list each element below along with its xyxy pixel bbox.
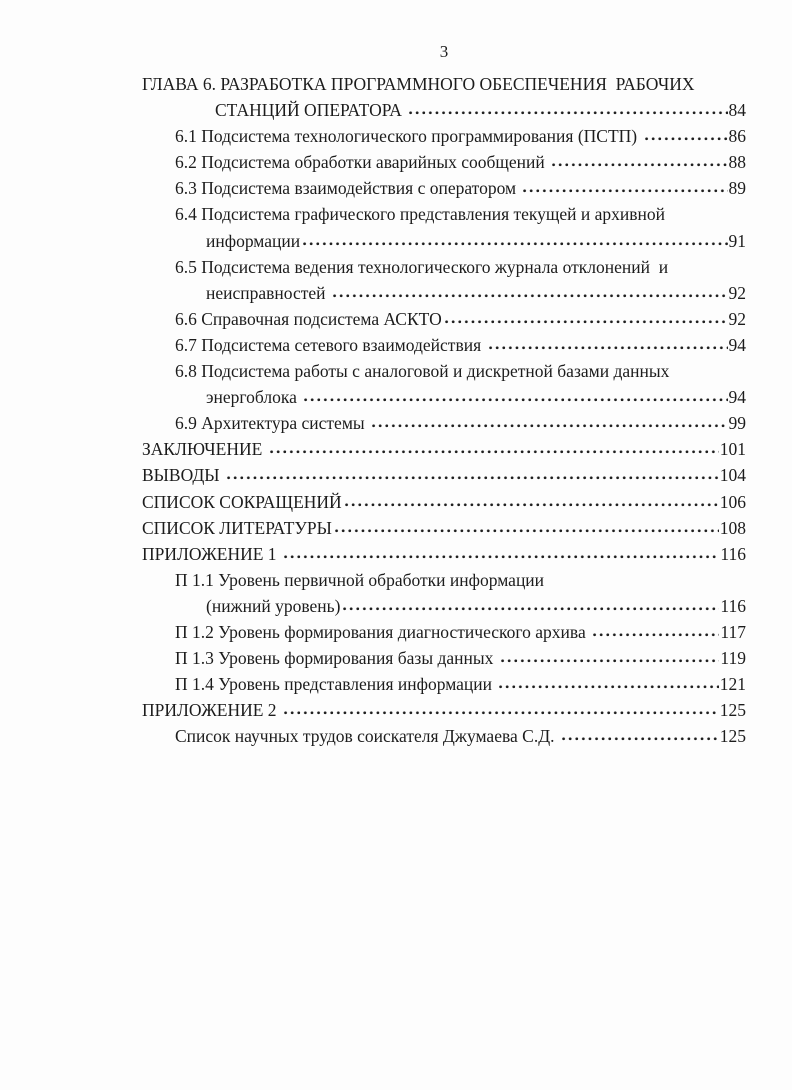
- toc-entry-text: 6.7 Подсистема сетевого взаимодействия: [175, 334, 486, 355]
- toc-row: [142, 515, 746, 541]
- toc-page-number: 101: [719, 439, 746, 460]
- toc-leader-dots: [283, 559, 720, 560]
- toc-leader-dots: [269, 454, 720, 455]
- toc-page-number: 108: [719, 517, 746, 538]
- toc-entry-text: 6.6 Справочная подсистема АСКТО: [175, 308, 442, 329]
- toc-row: [142, 567, 746, 593]
- toc-row: [142, 645, 746, 671]
- toc-page-number: 99: [728, 413, 746, 434]
- toc-page-number: 117: [720, 621, 746, 642]
- toc-entry-text: П 1.3 Уровень формирования базы данных: [175, 648, 498, 669]
- toc-row: [142, 489, 746, 515]
- toc-row: [142, 384, 746, 410]
- toc-leader-dots: [444, 324, 729, 325]
- toc-row: [142, 436, 746, 462]
- toc-page-number: 88: [728, 152, 746, 173]
- toc-row: [142, 358, 746, 384]
- toc-leader-dots: [334, 533, 720, 534]
- toc-entry-text: ГЛАВА 6. РАЗРАБОТКА ПРОГРАММНОГО ОБЕСПЕЧЕНИЯ РАБОЧИХ: [142, 74, 695, 94]
- toc-page-number: 91: [728, 230, 746, 251]
- toc-entry-text: ЗАКЛЮЧЕНИЕ: [142, 439, 267, 460]
- toc-leader-dots: [371, 428, 728, 429]
- toc-page-number: 106: [719, 491, 746, 512]
- toc-entry-text: Список научных трудов соискателя Джумаева С.Д.: [175, 726, 559, 747]
- toc-row: [142, 332, 746, 358]
- toc-leader-dots: [498, 689, 719, 690]
- toc-page-number: 84: [728, 100, 746, 121]
- toc-row: [142, 228, 746, 254]
- toc-leader-dots: [500, 663, 721, 664]
- toc-row: [142, 175, 746, 201]
- toc-entry-text: неисправностей: [206, 282, 330, 303]
- toc-row: [142, 593, 746, 619]
- page-number: 3: [439, 42, 449, 61]
- toc-entry-text: П 1.4 Уровень представления информации: [175, 674, 497, 695]
- toc-entry-text: ВЫВОДЫ: [142, 465, 224, 486]
- toc-page-number: 94: [728, 334, 746, 355]
- toc-leader-dots: [408, 115, 728, 116]
- toc-leader-dots: [303, 402, 728, 403]
- toc-leader-dots: [342, 611, 720, 612]
- toc-leader-dots: [522, 193, 728, 194]
- toc-entry-text: энергоблока: [206, 387, 302, 408]
- toc-leader-dots: [551, 167, 728, 168]
- toc-row: [142, 697, 746, 723]
- toc-entry-text: 6.3 Подсистема взаимодействия с оператором: [175, 178, 521, 199]
- toc-row: [142, 280, 746, 306]
- toc-row: [142, 541, 746, 567]
- toc-page-number: 92: [728, 308, 746, 329]
- toc-entry-text: 6.9 Архитектура системы: [175, 413, 370, 434]
- toc-leader-dots: [332, 298, 729, 299]
- toc-row: [142, 254, 746, 280]
- toc-leader-dots: [488, 350, 729, 351]
- toc-page-number: 86: [728, 126, 746, 147]
- toc-entry-text: СПИСОК СОКРАЩЕНИЙ: [142, 491, 342, 512]
- toc-page-number: 116: [720, 543, 746, 564]
- toc-entry-text: ПРИЛОЖЕНИЕ 1: [142, 543, 281, 564]
- toc-page-number: 116: [720, 595, 746, 616]
- toc-row: [142, 306, 746, 332]
- toc-entry-text: П 1.2 Уровень формирования диагностического архива: [175, 621, 591, 642]
- toc-row: [142, 723, 746, 749]
- toc-entry-text: 6.4 Подсистема графического представления текущей и архивной: [175, 204, 666, 225]
- table-of-contents: [142, 71, 746, 749]
- toc-entry-text: 6.2 Подсистема обработки аварийных сообщений: [175, 152, 550, 173]
- toc-page-number: 89: [728, 178, 746, 199]
- toc-row: [142, 97, 746, 123]
- toc-page-number: 119: [720, 648, 746, 669]
- toc-entry-text: (нижний уровень): [206, 595, 341, 616]
- toc-row: [142, 149, 746, 175]
- toc-entry-text: П 1.1 Уровень первичной обработки информации: [175, 569, 545, 590]
- toc-entry-text: информации: [206, 230, 301, 251]
- toc-page-number: 104: [719, 465, 746, 486]
- toc-leader-dots: [561, 741, 720, 742]
- toc-leader-dots: [226, 480, 720, 481]
- toc-row: [142, 671, 746, 697]
- toc-row: [142, 123, 746, 149]
- toc-page-number: 92: [728, 282, 746, 303]
- toc-leader-dots: [644, 141, 729, 142]
- toc-row: [142, 462, 746, 488]
- toc-row: [142, 619, 746, 645]
- toc-row: [142, 201, 746, 227]
- toc-leader-dots: [302, 246, 728, 247]
- toc-entry-text: 6.8 Подсистема работы с аналоговой и дискретной базами данных: [175, 361, 670, 382]
- toc-page-number: 121: [719, 674, 746, 695]
- toc-leader-dots: [344, 507, 720, 508]
- toc-leader-dots: [592, 637, 720, 638]
- toc-page-number: 125: [719, 700, 746, 721]
- toc-entry-text: 6.1 Подсистема технологического программирования (ПСТП): [175, 126, 642, 147]
- toc-entry-text: СТАНЦИЙ ОПЕРАТОРА: [215, 100, 407, 121]
- toc-leader-dots: [283, 715, 720, 716]
- toc-page-number: 94: [728, 387, 746, 408]
- toc-entry-text: ПРИЛОЖЕНИЕ 2: [142, 700, 281, 721]
- toc-entry-text: СПИСОК ЛИТЕРАТУРЫ: [142, 517, 332, 538]
- toc-entry-text: 6.5 Подсистема ведения технологического журнала отклонений и: [175, 256, 669, 277]
- toc-row: [142, 410, 746, 436]
- toc-page-number: 125: [719, 726, 746, 747]
- toc-row: [142, 71, 746, 97]
